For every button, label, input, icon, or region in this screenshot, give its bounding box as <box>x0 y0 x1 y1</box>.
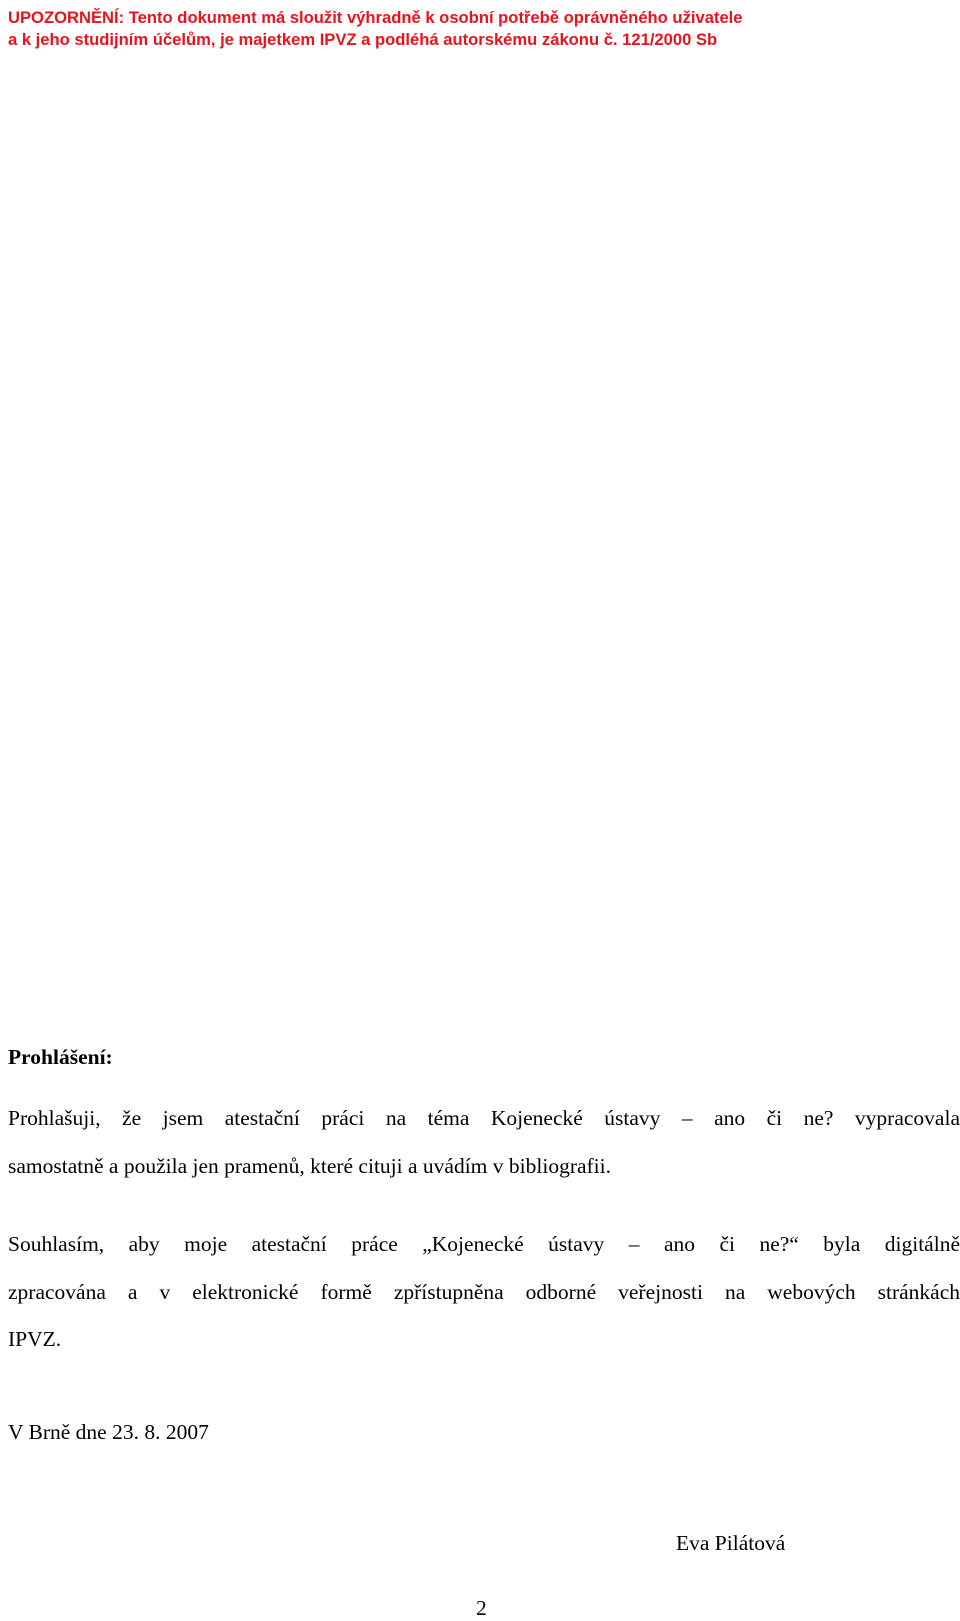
paragraph-line: IPVZ. <box>8 1327 62 1351</box>
declaration-paragraph-consent <box>8 1221 960 1364</box>
page-number: 2 <box>476 1596 487 1620</box>
paragraph-line: zpracována a v elektronické formě zpřístupněna odborné veřejnosti na webových stránkách <box>8 1279 960 1304</box>
author-signature: Eva Pilátová <box>676 1531 786 1555</box>
copyright-notice <box>8 7 953 51</box>
copyright-notice-line-2: a k jeho studijním účelům, je majetkem IPVZ a podléhá autorskému zákonu č. 121/2000 Sb <box>8 30 718 49</box>
paragraph-line: Souhlasím, aby moje atestační práce „Kojenecké ústavy – ano či ne?“ byla digitálně <box>8 1232 960 1256</box>
paragraph-line: Prohlašuji, že jsem atestační práci na téma Kojenecké ústavy – ano či ne? vypracovala <box>8 1106 960 1130</box>
declaration-paragraph-authorship <box>8 1095 960 1190</box>
place-and-date: V Brně dne 23. 8. 2007 <box>8 1420 209 1444</box>
declaration-title: Prohlášení: <box>8 1045 113 1069</box>
paragraph-line: samostatně a použila jen pramenů, které cituji a uvádím v bibliografii. <box>8 1153 612 1178</box>
copyright-notice-line-1: UPOZORNĚNÍ: Tento dokument má sloužit výhradně k osobní potřebě oprávněného uživatele <box>8 8 743 27</box>
